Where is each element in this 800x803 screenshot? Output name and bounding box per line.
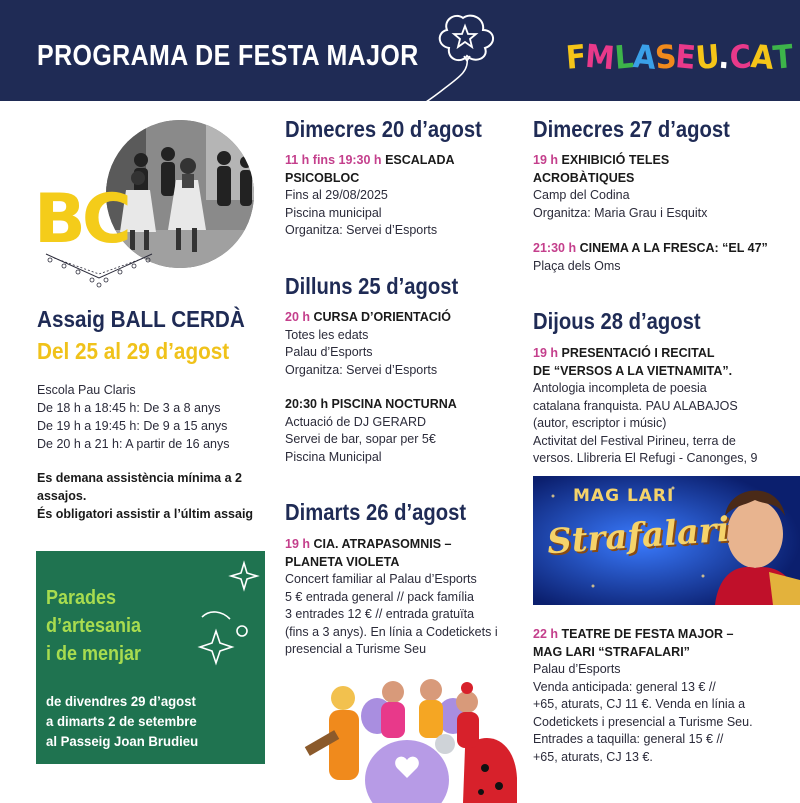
day-title: Dimecres 20 d’agost <box>285 116 482 142</box>
event-detail: Activitat del Festival Pirineu, terra de <box>533 433 736 448</box>
logo-letter: L <box>612 37 635 77</box>
event-detail: Antologia incompleta de poesia <box>533 381 707 395</box>
event-title: CIA. ATRAPASOMNIS – <box>313 537 452 551</box>
event-title: TEATRE DE FESTA MAJOR – <box>561 627 734 641</box>
page-title: PROGRAMA DE FESTA MAJOR <box>37 40 419 72</box>
event-title: ESCALADA <box>385 153 455 167</box>
event-detail: Organitza: Maria Grau i Esquitx <box>533 205 708 220</box>
event-cinema <box>533 240 768 275</box>
event-time: 11 h fins 19:30 h <box>285 153 382 167</box>
event-time: 19 h <box>533 153 559 167</box>
event-detail: Fins al 29/08/2025 <box>285 188 388 202</box>
logo-letter: A <box>749 37 775 77</box>
note-line: assajos. <box>37 489 87 503</box>
day-title: Dilluns 25 d’agost <box>285 273 459 299</box>
event-title: PLANETA VIOLETA <box>285 554 400 569</box>
event-detail: (fins a 3 anys). En línia a Codetickets i <box>285 624 498 639</box>
event-detail: Actuació de DJ GERARD <box>285 414 427 429</box>
logo-letter: C <box>728 37 753 77</box>
ball-cerda-dates: Del 25 al 29 d’agost <box>37 338 230 364</box>
note-line: És obligatori assistir a l’últim assaig <box>37 507 254 521</box>
event-piscina <box>285 396 457 466</box>
event-title: ACROBÀTIQUES <box>533 170 635 185</box>
parades-title-line: Parades <box>46 587 117 609</box>
event-teatre <box>533 626 753 766</box>
logo-letter: U <box>694 36 721 78</box>
event-detail: Servei de bar, sopar per 5€ <box>285 432 436 446</box>
event-detail: catalana franquista. PAU ALABAJOS <box>533 398 738 413</box>
schedule-line: De 19 h a 19:45 h: De 9 a 15 anys <box>37 419 228 433</box>
ball-cerda-note <box>37 469 272 523</box>
event-teles <box>533 152 707 222</box>
event-time: 20 h <box>285 310 311 324</box>
event-detail: Palau d’Esports <box>533 662 621 676</box>
bc-logo: BC <box>34 180 128 259</box>
sparkles-icon <box>156 559 266 669</box>
parades-title-line: i de menjar <box>46 643 142 665</box>
parades-body <box>46 691 198 751</box>
event-title: CINEMA A LA FRESCA: “EL 47” <box>579 241 768 255</box>
logo-letter: S <box>653 37 678 77</box>
note-line: Es demana assistència mínima a 2 <box>37 471 242 485</box>
event-detail: Organitza: Servei d’Esports <box>285 362 438 377</box>
event-detail: Camp del Codina <box>533 188 630 202</box>
event-title: DE “VERSOS A LA VIETNAMITA”. <box>533 363 733 378</box>
poster-name: MAG LARI <box>573 486 675 506</box>
event-title: CURSA D’ORIENTACIÓ <box>313 310 451 324</box>
event-detail: Piscina municipal <box>285 205 382 220</box>
event-detail: 3 entrades 12 € // entrada gratuïta <box>285 607 475 621</box>
event-title: MAG LARI “STRAFALARI” <box>533 644 690 659</box>
ball-cerda-graphic <box>34 118 264 288</box>
dancers-photo <box>106 120 254 268</box>
event-detail: (autor, escriptor i músic) <box>533 416 667 430</box>
event-detail: +65, aturats, CJ 13 €. <box>533 749 653 764</box>
event-detail: presencial a Turisme Seu <box>285 642 427 656</box>
event-detail: Codetickets i presencial a Turisme Seu. <box>533 714 753 729</box>
event-title: PRESENTACIÓ I RECITAL <box>561 346 715 360</box>
event-title: 20:30 h PISCINA NOCTURNA <box>285 397 457 411</box>
event-detail: Concert familiar al Palau d’Esports <box>285 572 477 586</box>
event-detail: Piscina Municipal <box>285 449 382 464</box>
parades-body-line: a dimarts 2 de setembre <box>46 713 197 729</box>
event-time: 19 h <box>285 537 311 551</box>
event-detail: 5 € entrada general // pack família <box>285 589 475 604</box>
logo-letter: E <box>674 37 697 77</box>
event-time: 21:30 h <box>533 241 577 255</box>
schedule-line: De 20 h a 21 h: A partir de 16 anys <box>37 437 230 451</box>
event-title: EXHIBICIÓ TELES <box>561 153 670 167</box>
parades-body-line: al Passeig Joan Brudieu <box>46 733 199 749</box>
parades-title <box>46 584 141 668</box>
event-detail: Entrades a taquilla: general 15 € // <box>533 732 724 746</box>
parades-title-line: d’artesania <box>46 615 142 637</box>
garland-ornament <box>44 248 164 288</box>
logo-letter: M <box>584 36 616 78</box>
event-detail: Organitza: Servei d’Esports <box>285 223 438 237</box>
event-atrapasomnis <box>285 536 498 659</box>
event-cursa <box>285 309 451 379</box>
ball-cerda-title: Assaig BALL CERDÀ <box>37 306 245 332</box>
event-detail: Totes les edats <box>285 327 369 342</box>
logo-letter: . <box>717 37 732 77</box>
ball-cerda-info <box>37 381 230 453</box>
logo-letter: A <box>631 37 657 77</box>
event-time: 19 h <box>533 346 559 360</box>
mag-lari-poster <box>533 476 800 605</box>
event-escalada <box>285 152 455 240</box>
ball-cerda-place: Escola Pau Claris <box>37 383 136 397</box>
star-balloon-icon <box>415 10 525 105</box>
event-recital <box>533 345 757 468</box>
event-time: 22 h <box>533 627 559 641</box>
event-detail: versos. Llibreria El Refugi - Canonges, 9 <box>533 451 758 465</box>
day-title: Dimecres 27 d’agost <box>533 116 730 142</box>
event-detail: Palau d’Esports <box>285 345 373 359</box>
day-title: Dijous 28 d’agost <box>533 308 701 334</box>
logo-letter: F <box>564 37 588 77</box>
event-title: PSICOBLOC <box>285 170 360 185</box>
atrapasomnis-photo <box>285 668 517 803</box>
header-banner <box>0 0 800 101</box>
schedule-line: De 18 h a 18:45 h: De 3 a 8 anys <box>37 401 221 415</box>
logo-letter: T <box>771 37 795 77</box>
parades-box <box>36 551 265 764</box>
event-detail: Venda anticipada: general 13 € // <box>533 679 716 694</box>
poster-show: Strafalari <box>545 509 731 563</box>
day-title: Dimarts 26 d’agost <box>285 499 467 525</box>
event-detail: +65, aturats, CJ 11 €. Venda en línia a <box>533 697 746 711</box>
parades-body-line: de divendres 29 d’agost <box>46 693 196 709</box>
event-detail: Plaça dels Oms <box>533 258 621 273</box>
fmlaseu-logo <box>566 38 793 76</box>
